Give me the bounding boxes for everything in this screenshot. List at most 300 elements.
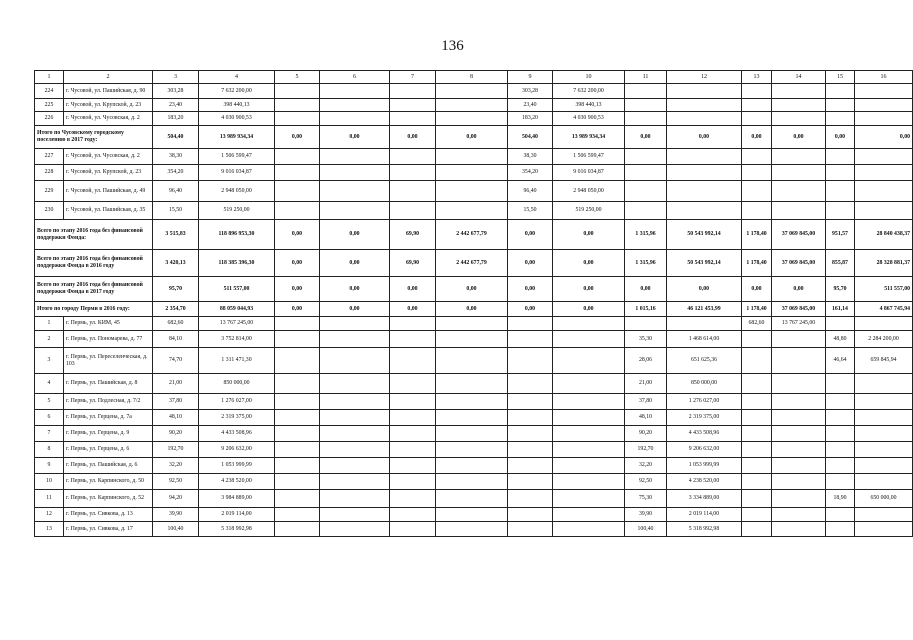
table-cell: 0,00	[826, 126, 855, 149]
table-cell: 1 506 599,47	[553, 149, 625, 165]
table-row-total	[35, 302, 913, 317]
table-cell: 0,00	[436, 277, 508, 302]
table-cell	[625, 202, 667, 220]
table-cell	[553, 348, 625, 374]
table-cell: 12	[35, 508, 64, 522]
table-cell: 398 440,13	[199, 99, 275, 112]
table-cell	[275, 490, 320, 508]
table-cell	[667, 149, 742, 165]
column-header: 7	[390, 71, 436, 84]
table-cell	[436, 84, 508, 99]
table-cell	[855, 202, 913, 220]
table-cell	[855, 410, 913, 426]
table-cell: 32,20	[153, 458, 199, 474]
table-cell	[508, 426, 553, 442]
table-cell	[772, 374, 826, 394]
table-cell: г. Пермь, ул. Подлесная, д. 7/2	[64, 394, 153, 410]
table-row	[35, 202, 913, 220]
table-cell	[436, 112, 508, 126]
table-cell: 3 515,83	[153, 220, 199, 250]
table-cell: 0,00	[390, 126, 436, 149]
table-cell	[553, 442, 625, 458]
column-header: 14	[772, 71, 826, 84]
table-cell: 90,20	[625, 426, 667, 442]
table-cell: 0,00	[436, 302, 508, 317]
table-cell: 69,90	[390, 220, 436, 250]
table-cell: 92,50	[153, 474, 199, 490]
table-cell	[390, 426, 436, 442]
table-cell: 192,70	[625, 442, 667, 458]
table-cell: 224	[35, 84, 64, 99]
table-cell: 92,50	[625, 474, 667, 490]
table-cell: 9 206 632,00	[667, 442, 742, 458]
table-cell: 519 250,00	[553, 202, 625, 220]
table-cell: 90,20	[153, 426, 199, 442]
table-cell	[553, 410, 625, 426]
table-cell	[855, 458, 913, 474]
table-cell: 1 315,96	[625, 220, 667, 250]
table-cell	[553, 522, 625, 537]
table-cell	[667, 84, 742, 99]
table-cell	[742, 522, 772, 537]
table-cell: 0,00	[320, 277, 390, 302]
table-cell	[320, 202, 390, 220]
table-cell	[826, 410, 855, 426]
table-cell: 3 752 814,00	[199, 331, 275, 348]
column-header: 10	[553, 71, 625, 84]
table-cell	[855, 442, 913, 458]
table-cell	[772, 474, 826, 490]
table-cell	[508, 317, 553, 331]
table-cell: 38,30	[153, 149, 199, 165]
table-cell	[826, 149, 855, 165]
table-cell	[390, 149, 436, 165]
table-cell	[855, 394, 913, 410]
table-cell	[855, 165, 913, 181]
table-cell: 118 896 953,30	[199, 220, 275, 250]
table-cell	[855, 474, 913, 490]
table-cell	[436, 317, 508, 331]
table-cell: 9 206 632,00	[199, 442, 275, 458]
table-cell: 354,20	[508, 165, 553, 181]
table-cell	[436, 394, 508, 410]
table-cell	[855, 374, 913, 394]
table-cell: г. Пермь, ул. Пашийская, д. 8	[64, 374, 153, 394]
table-cell: 11	[35, 490, 64, 508]
table-cell: 46 121 453,99	[667, 302, 742, 317]
table-cell	[436, 410, 508, 426]
table-cell	[275, 442, 320, 458]
table-cell: 0,00	[275, 126, 320, 149]
table-cell: 39,90	[625, 508, 667, 522]
table-cell	[275, 331, 320, 348]
table-cell: 2 948 050,00	[553, 181, 625, 202]
table-cell	[508, 331, 553, 348]
column-header: 8	[436, 71, 508, 84]
table-cell	[436, 202, 508, 220]
table-cell: 48,10	[153, 410, 199, 426]
table-cell	[436, 348, 508, 374]
table-cell: 10	[35, 474, 64, 490]
table-cell	[772, 165, 826, 181]
table-cell	[553, 474, 625, 490]
table-cell	[742, 374, 772, 394]
table-cell: 118 385 396,30	[199, 250, 275, 277]
table-cell: 2 319 375,00	[667, 410, 742, 426]
table-cell: 1	[35, 317, 64, 331]
table-cell: 96,40	[508, 181, 553, 202]
table-cell: г. Пермь, ул. Сивкова, д. 13	[64, 508, 153, 522]
table-cell: 1 315,96	[625, 250, 667, 277]
table-cell: 8	[35, 442, 64, 458]
table-cell: 398 440,13	[553, 99, 625, 112]
table-cell: 2 284 200,00	[855, 331, 913, 348]
table-cell: 850 000,00	[667, 374, 742, 394]
table-cell: 37 069 845,00	[772, 250, 826, 277]
table-cell: 511 557,00	[855, 277, 913, 302]
table-cell	[772, 426, 826, 442]
table-cell	[826, 522, 855, 537]
table-cell	[390, 348, 436, 374]
table-cell: 1 276 027,00	[199, 394, 275, 410]
table-cell: 100,40	[625, 522, 667, 537]
table-cell: 0,00	[508, 302, 553, 317]
table-cell	[320, 112, 390, 126]
table-cell	[826, 474, 855, 490]
table-row-total	[35, 220, 913, 250]
table-cell: 37,80	[153, 394, 199, 410]
table-cell	[275, 149, 320, 165]
table-cell	[826, 458, 855, 474]
table-cell: 1 015,16	[625, 302, 667, 317]
table-row	[35, 165, 913, 181]
table-cell	[772, 149, 826, 165]
table-cell	[390, 181, 436, 202]
table-cell: 84,10	[153, 331, 199, 348]
table-cell: 161,14	[826, 302, 855, 317]
table-cell	[826, 374, 855, 394]
table-cell	[508, 374, 553, 394]
table-cell: г. Чусовой, ул. Чусовская, д. 2	[64, 149, 153, 165]
table-cell: 230	[35, 202, 64, 220]
table-cell: 4 238 520,00	[199, 474, 275, 490]
table-cell: 2 948 050,00	[199, 181, 275, 202]
table-cell: 4 030 900,53	[199, 112, 275, 126]
table-cell	[390, 474, 436, 490]
table-cell	[320, 394, 390, 410]
table-cell: 13 989 934,34	[199, 126, 275, 149]
table-cell: 504,40	[153, 126, 199, 149]
table-cell	[275, 394, 320, 410]
table-cell	[275, 99, 320, 112]
table-row	[35, 149, 913, 165]
table-cell	[855, 508, 913, 522]
table-cell: 100,40	[153, 522, 199, 537]
table-cell	[390, 508, 436, 522]
table-cell	[320, 410, 390, 426]
table-cell: 9	[35, 458, 64, 474]
table-cell: 1 468 614,00	[667, 331, 742, 348]
table-cell: 1 178,40	[742, 250, 772, 277]
table-cell: 5 318 992,98	[199, 522, 275, 537]
table-cell	[742, 474, 772, 490]
table-cell: 4 030 900,53	[553, 112, 625, 126]
table-cell	[855, 99, 913, 112]
table-cell: г. Чусовой, ул. Крупской, д. 23	[64, 165, 153, 181]
table-row	[35, 348, 913, 374]
table-cell	[742, 84, 772, 99]
table-cell: 3	[35, 348, 64, 374]
table-cell	[625, 181, 667, 202]
table-cell	[390, 374, 436, 394]
table-cell	[390, 522, 436, 537]
table-cell: г. Пермь, ул. Герцена, д. 9	[64, 426, 153, 442]
table-cell	[855, 317, 913, 331]
table-cell: 0,00	[667, 277, 742, 302]
table-cell	[275, 317, 320, 331]
table-cell	[275, 374, 320, 394]
table-cell	[855, 522, 913, 537]
table-cell	[855, 112, 913, 126]
table-cell	[772, 522, 826, 537]
table-cell: 74,70	[153, 348, 199, 374]
table-cell	[275, 165, 320, 181]
table-cell: 2 019 114,00	[199, 508, 275, 522]
table-cell	[772, 202, 826, 220]
table-row-total	[35, 126, 913, 149]
table-cell	[667, 112, 742, 126]
table-row	[35, 112, 913, 126]
table-cell: 0,00	[553, 302, 625, 317]
table-cell	[275, 181, 320, 202]
table-cell	[553, 317, 625, 331]
table-cell: 0,00	[553, 220, 625, 250]
table-cell	[320, 331, 390, 348]
table-row	[35, 331, 913, 348]
table-cell	[742, 458, 772, 474]
table-cell	[772, 181, 826, 202]
table-cell	[772, 331, 826, 348]
table-cell: 511 557,00	[199, 277, 275, 302]
table-cell: 303,28	[153, 84, 199, 99]
table-cell	[508, 394, 553, 410]
table-cell: 7 632 200,00	[553, 84, 625, 99]
table-cell	[508, 442, 553, 458]
column-header: 6	[320, 71, 390, 84]
table-cell	[772, 394, 826, 410]
table-cell: 2 442 677,79	[436, 220, 508, 250]
table-cell: 1 053 999,99	[667, 458, 742, 474]
table-cell	[553, 508, 625, 522]
table-cell: 1 178,40	[742, 302, 772, 317]
table-cell: 0,00	[275, 277, 320, 302]
table-cell	[320, 99, 390, 112]
table-cell: 354,20	[153, 165, 199, 181]
table-cell	[390, 112, 436, 126]
table-cell	[553, 394, 625, 410]
table-cell	[508, 490, 553, 508]
table-cell	[742, 490, 772, 508]
table-cell: Всего по этапу 2016 года без финансовой поддержки Фонда:	[35, 220, 153, 250]
table-cell: г. Пермь, ул. Переселенческая, д. 103	[64, 348, 153, 374]
table-cell	[625, 84, 667, 99]
table-cell: 18,90	[826, 490, 855, 508]
table-cell: 0,00	[390, 302, 436, 317]
table-cell: 303,28	[508, 84, 553, 99]
table-cell	[320, 317, 390, 331]
table-cell	[436, 522, 508, 537]
table-cell: г. Пермь, ул. Герцена, д. 7а	[64, 410, 153, 426]
table-cell: 0,00	[553, 250, 625, 277]
table-cell: 504,40	[508, 126, 553, 149]
table-cell	[772, 490, 826, 508]
table-row	[35, 410, 913, 426]
table-cell: 2 319 375,00	[199, 410, 275, 426]
table-cell: г. Чусовой, ул. Пашийская, д. 49	[64, 181, 153, 202]
table-cell: 0,00	[742, 277, 772, 302]
table-cell	[826, 508, 855, 522]
table-cell	[772, 458, 826, 474]
table-cell	[855, 181, 913, 202]
table-row-total	[35, 250, 913, 277]
table-cell: 0,00	[508, 277, 553, 302]
table-cell	[625, 149, 667, 165]
table-cell: 659 845,94	[855, 348, 913, 374]
table-cell: 519 250,00	[199, 202, 275, 220]
table-cell: 0,00	[855, 126, 913, 149]
table-cell	[553, 426, 625, 442]
table-cell: г. Чусовой, ул. Пашийская, д. 90	[64, 84, 153, 99]
table-cell	[275, 202, 320, 220]
table-cell	[508, 508, 553, 522]
column-header: 13	[742, 71, 772, 84]
table-cell	[667, 181, 742, 202]
table-cell: 15,50	[153, 202, 199, 220]
table-cell	[436, 181, 508, 202]
table-cell: 682,60	[153, 317, 199, 331]
table-row	[35, 394, 913, 410]
table-cell: 28,06	[625, 348, 667, 374]
table-cell	[320, 458, 390, 474]
table-cell: 2 354,70	[153, 302, 199, 317]
table-cell	[275, 348, 320, 374]
table-cell	[625, 112, 667, 126]
table-cell: 0,00	[625, 126, 667, 149]
table-cell	[508, 348, 553, 374]
table-cell: г. Чусовой, ул. Крупской, д. 23	[64, 99, 153, 112]
table-cell	[742, 442, 772, 458]
table-cell: 0,00	[508, 220, 553, 250]
table-cell	[390, 202, 436, 220]
table-cell	[772, 508, 826, 522]
table-cell	[390, 331, 436, 348]
table-cell	[320, 522, 390, 537]
table-cell: 13 767 245,00	[772, 317, 826, 331]
table-cell: 0,00	[772, 126, 826, 149]
table-cell: 37 069 845,00	[772, 302, 826, 317]
table-cell	[320, 84, 390, 99]
table-cell	[742, 348, 772, 374]
table-cell: Итого по Чусовскому городскому поселению в 2017 году:	[35, 126, 153, 149]
column-header: 2	[64, 71, 153, 84]
table-cell	[826, 394, 855, 410]
table-cell	[553, 458, 625, 474]
table-cell	[436, 99, 508, 112]
table-cell: 94,20	[153, 490, 199, 508]
table-cell: 4 433 508,96	[199, 426, 275, 442]
table-cell: 5	[35, 394, 64, 410]
table-cell: 13 767 245,00	[199, 317, 275, 331]
table-cell: 850 000,00	[199, 374, 275, 394]
table-cell: 682,60	[742, 317, 772, 331]
table-cell	[320, 508, 390, 522]
table-row	[35, 490, 913, 508]
table-cell	[508, 458, 553, 474]
table-cell	[667, 165, 742, 181]
table-cell	[667, 202, 742, 220]
table-cell: г. Пермь, ул. Карпинского, д. 50	[64, 474, 153, 490]
table-cell: 39,90	[153, 508, 199, 522]
table-row	[35, 181, 913, 202]
table-cell: 13 989 934,34	[553, 126, 625, 149]
table-cell: г. Пермь, ул. Пашийская, д. 6	[64, 458, 153, 474]
table-cell	[320, 490, 390, 508]
table-cell: 183,20	[508, 112, 553, 126]
table-cell	[772, 442, 826, 458]
table-cell	[667, 317, 742, 331]
table-cell: 5 318 992,98	[667, 522, 742, 537]
table-cell: 69,90	[390, 250, 436, 277]
table-cell: 2	[35, 331, 64, 348]
table-cell	[436, 165, 508, 181]
table-cell: 1 053 999,99	[199, 458, 275, 474]
table-cell	[436, 426, 508, 442]
table-cell	[275, 112, 320, 126]
table-cell	[742, 508, 772, 522]
table-cell: 28 840 438,37	[855, 220, 913, 250]
table-cell	[553, 374, 625, 394]
table-cell	[390, 394, 436, 410]
table-cell: 46,64	[826, 348, 855, 374]
table-cell: 2 442 677,79	[436, 250, 508, 277]
table-cell: 0,00	[667, 126, 742, 149]
table-cell	[826, 84, 855, 99]
table-cell: 1 311 471,30	[199, 348, 275, 374]
table-cell: 1 276 027,00	[667, 394, 742, 410]
table-cell	[436, 149, 508, 165]
table-cell: 48,10	[625, 410, 667, 426]
column-header: 1	[35, 71, 64, 84]
table-cell	[390, 165, 436, 181]
table-cell: 0,00	[553, 277, 625, 302]
column-header: 5	[275, 71, 320, 84]
table-cell	[553, 490, 625, 508]
table-cell	[436, 490, 508, 508]
table-cell: 227	[35, 149, 64, 165]
column-header: 11	[625, 71, 667, 84]
page-number: 136	[441, 38, 464, 54]
table-cell	[742, 331, 772, 348]
table-cell	[742, 99, 772, 112]
table-cell	[742, 202, 772, 220]
table-cell	[320, 165, 390, 181]
table-cell: 0,00	[772, 277, 826, 302]
table-cell: 37 069 845,00	[772, 220, 826, 250]
table-cell: Итого по городу Перми в 2016 году:	[35, 302, 153, 317]
table-cell	[625, 99, 667, 112]
table-cell: 50 543 992,14	[667, 220, 742, 250]
table-cell	[320, 374, 390, 394]
